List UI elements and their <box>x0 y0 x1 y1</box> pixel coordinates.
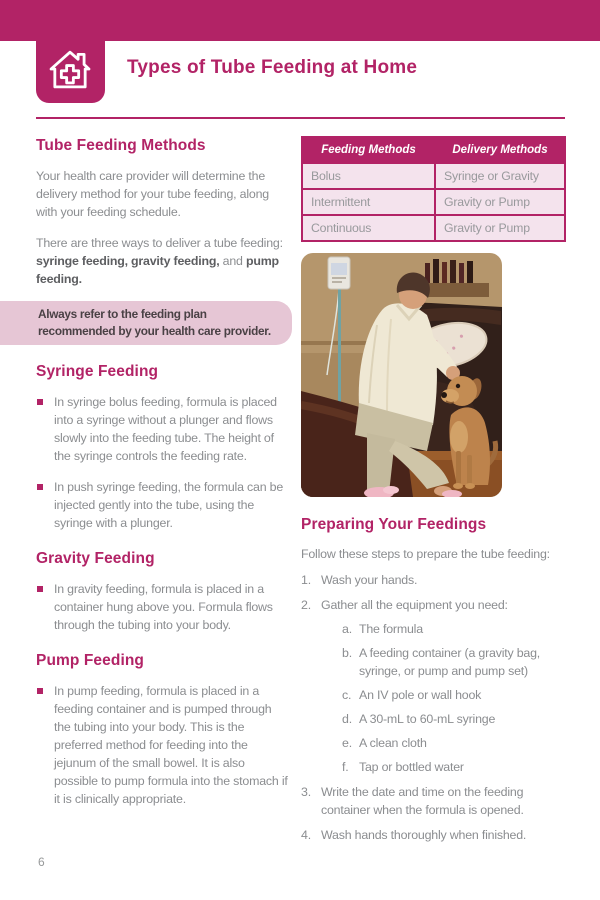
substep-text: Tap or bottled water <box>359 760 464 774</box>
page-number: 6 <box>38 855 45 869</box>
square-bullet-icon <box>37 586 43 592</box>
numbered-steps-list <box>301 571 566 844</box>
column-header-feeding-methods: Feeding Methods <box>302 137 435 163</box>
emphasis-text: pump feeding. <box>36 254 279 286</box>
substep-letter: c. <box>342 688 352 702</box>
section-heading-tube-feeding-methods: Tube Feeding Methods <box>36 137 206 154</box>
square-bullet-icon <box>37 484 43 490</box>
substep-text: A clean cloth <box>359 736 427 750</box>
list-item-text: In pump feeding, formula is placed in a feeding container and is pumped through the tubing into your body. This is the preferred method for feeding into the jejunum of the small bowel. It is also possible to pump formula into the stomach if it is clinically appropriate. <box>54 684 288 806</box>
list-item <box>36 682 291 808</box>
substep-item <box>342 620 566 638</box>
substep-letter: d. <box>342 712 352 726</box>
table-cell: Gravity or Pump <box>435 189 565 215</box>
table-header-row <box>302 137 565 163</box>
feeding-methods-table <box>301 136 566 242</box>
step-text: Wash hands thoroughly when finished. <box>321 828 527 842</box>
callout-feeding-plan <box>0 301 292 345</box>
callout-line: recommended by your health care provider. <box>38 324 271 338</box>
callout-line: Always refer to the feeding plan <box>38 307 207 321</box>
header-divider <box>36 117 565 119</box>
section-heading-gravity-feeding: Gravity Feeding <box>36 550 155 567</box>
list-item-text: In syringe bolus feeding, formula is placed into a syringe without a plunger and flows slowly into the feeding tube. The height of the syringe controls the feeding rate. <box>54 395 277 463</box>
substep-text: The formula <box>359 622 423 636</box>
square-bullet-icon <box>37 399 43 405</box>
table-cell: Intermittent <box>302 189 435 215</box>
page-title: Types of Tube Feeding at Home <box>127 57 418 78</box>
three-ways-paragraph <box>36 234 291 288</box>
step-item <box>301 571 566 589</box>
paragraph-text: and <box>219 254 246 268</box>
step-item <box>301 826 566 844</box>
substep-item <box>342 734 566 752</box>
home-with-medical-cross-icon <box>44 43 96 95</box>
section-heading-preparing-your-feedings: Preparing Your Feedings <box>301 516 487 533</box>
emphasis-text: syringe feeding, gravity feeding, <box>36 254 220 268</box>
table-cell: Gravity or Pump <box>435 215 565 241</box>
step-item <box>301 596 566 776</box>
substep-item <box>342 686 566 704</box>
substep-text: An IV pole or wall hook <box>359 688 482 702</box>
table-cell: Bolus <box>302 163 435 189</box>
left-column <box>36 130 291 821</box>
substep-item <box>342 710 566 728</box>
preparing-intro: Follow these steps to prepare the tube feeding: <box>301 547 550 561</box>
substep-letter: f. <box>342 760 349 774</box>
substep-item <box>342 644 566 680</box>
step-number: 1. <box>301 573 311 587</box>
table-cell: Syringe or Gravity <box>435 163 565 189</box>
column-header-delivery-methods: Delivery Methods <box>435 137 565 163</box>
list-item-text: In gravity feeding, formula is placed in a container hung above you. Formula flows through the tubing into your body. <box>54 582 273 632</box>
step-number: 4. <box>301 828 311 842</box>
intro-paragraph: Your health care provider will determine the delivery method for your tube feeding, along with your feeding schedule. <box>36 169 269 219</box>
table-row <box>302 189 565 215</box>
list-item <box>36 580 291 634</box>
header-icon-badge <box>36 0 105 103</box>
list-item-text: In push syringe feeding, the formula can be injected gently into the tube, using the syringe with a plunger. <box>54 480 284 530</box>
list-item <box>36 478 291 532</box>
step-number: 2. <box>301 598 311 612</box>
step-item <box>301 783 566 819</box>
substep-letter: a. <box>342 622 352 636</box>
step-text: Wash your hands. <box>321 573 418 587</box>
list-item <box>36 393 291 465</box>
square-bullet-icon <box>37 688 43 694</box>
substep-text: A feeding container (a gravity bag, syringe, or pump and pump set) <box>359 646 541 678</box>
substep-letter: e. <box>342 736 352 750</box>
substep-letter: b. <box>342 646 352 660</box>
paragraph-text: There are three ways to deliver a tube feeding: <box>36 236 283 250</box>
lettered-substeps-list <box>342 620 566 776</box>
table-cell: Continuous <box>302 215 435 241</box>
table-row <box>302 215 565 241</box>
right-column <box>301 136 566 851</box>
substep-text: A 30-mL to 60-mL syringe <box>359 712 496 726</box>
step-number: 3. <box>301 785 311 799</box>
step-text: Write the date and time on the feeding container when the formula is opened. <box>321 785 524 817</box>
table-row <box>302 163 565 189</box>
step-text: Gather all the equipment you need: <box>321 598 508 612</box>
substep-item <box>342 758 566 776</box>
photo-man-with-dog <box>301 253 502 497</box>
section-heading-syringe-feeding: Syringe Feeding <box>36 363 159 380</box>
section-heading-pump-feeding: Pump Feeding <box>36 652 144 669</box>
